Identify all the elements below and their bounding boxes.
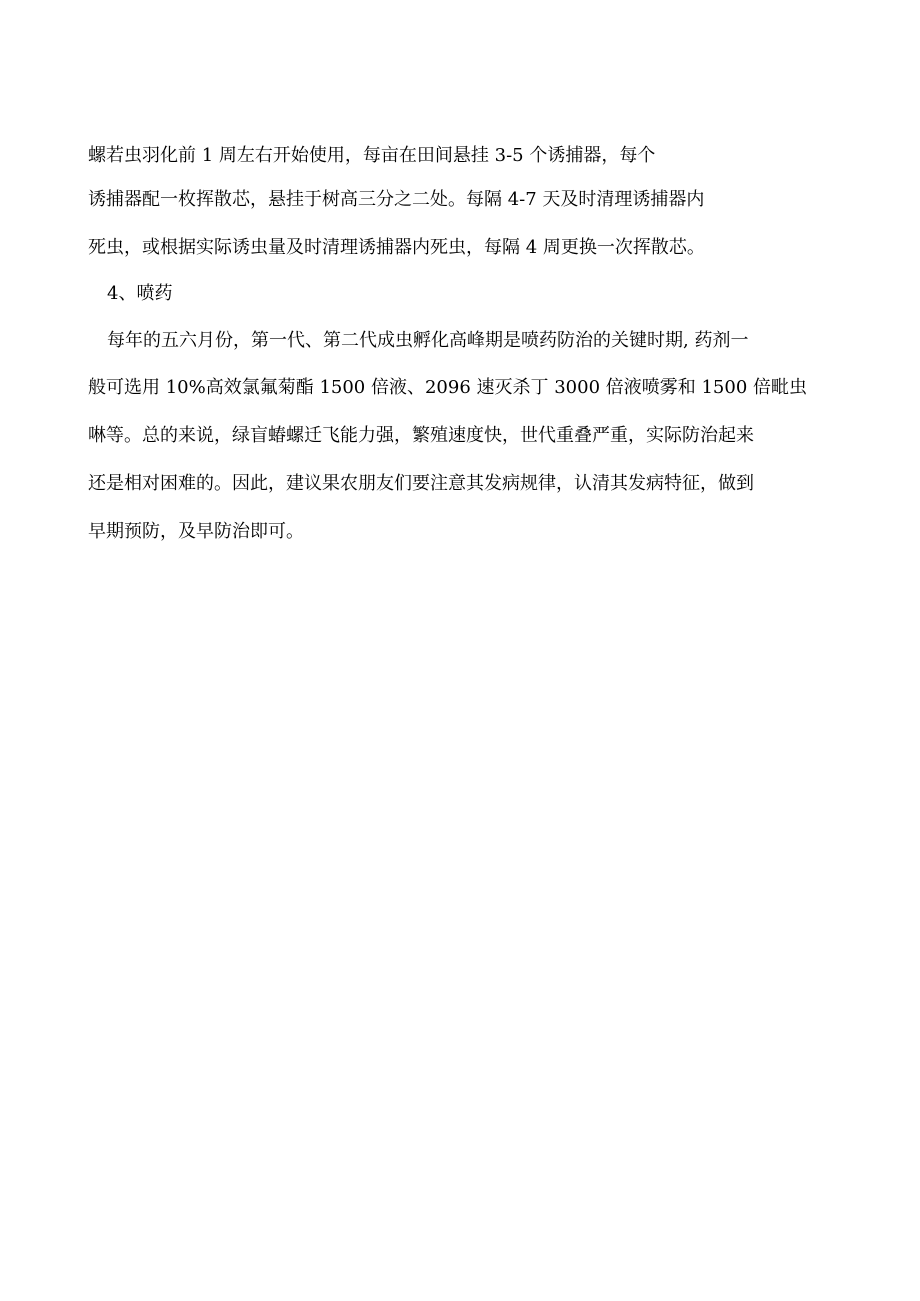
paragraph-line-8: 还是相对困难的。因此，建议果农朋友们要注意其发病规律，认清其发病特征，做到 xyxy=(88,473,754,494)
paragraph-line-9: 早期预防，及早防治即可。 xyxy=(88,521,304,542)
paragraph-line-5: 每年的五六月份，第一代、第二代成虫孵化高峰期是喷药防治的关键时期, 药剂一 xyxy=(107,330,749,351)
section-heading: 4、喷药 xyxy=(107,283,173,304)
paragraph-line-6: 般可选用 10%高效氯氟菊酯 1500 倍液、2096 速灭杀丁 3000 倍液喷雾和 1500 倍毗虫 xyxy=(88,377,808,398)
paragraph-line-2: 诱捕器配一枚挥散芯，悬挂于树高三分之二处。每隔 4-7 天及时清理诱捕器内 xyxy=(88,189,705,210)
paragraph-line-7: 啉等。总的来说，绿盲蝽螺迁飞能力强，繁殖速度快，世代重叠严重，实际防治起来 xyxy=(88,425,754,446)
paragraph-line-1: 螺若虫羽化前 1 周左右开始使用，每亩在田间悬挂 3-5 个诱捕器，每个 xyxy=(88,145,656,166)
paragraph-line-3: 死虫，或根据实际诱虫量及时清理诱捕器内死虫，每隔 4 周更换一次挥散芯。 xyxy=(88,237,705,258)
